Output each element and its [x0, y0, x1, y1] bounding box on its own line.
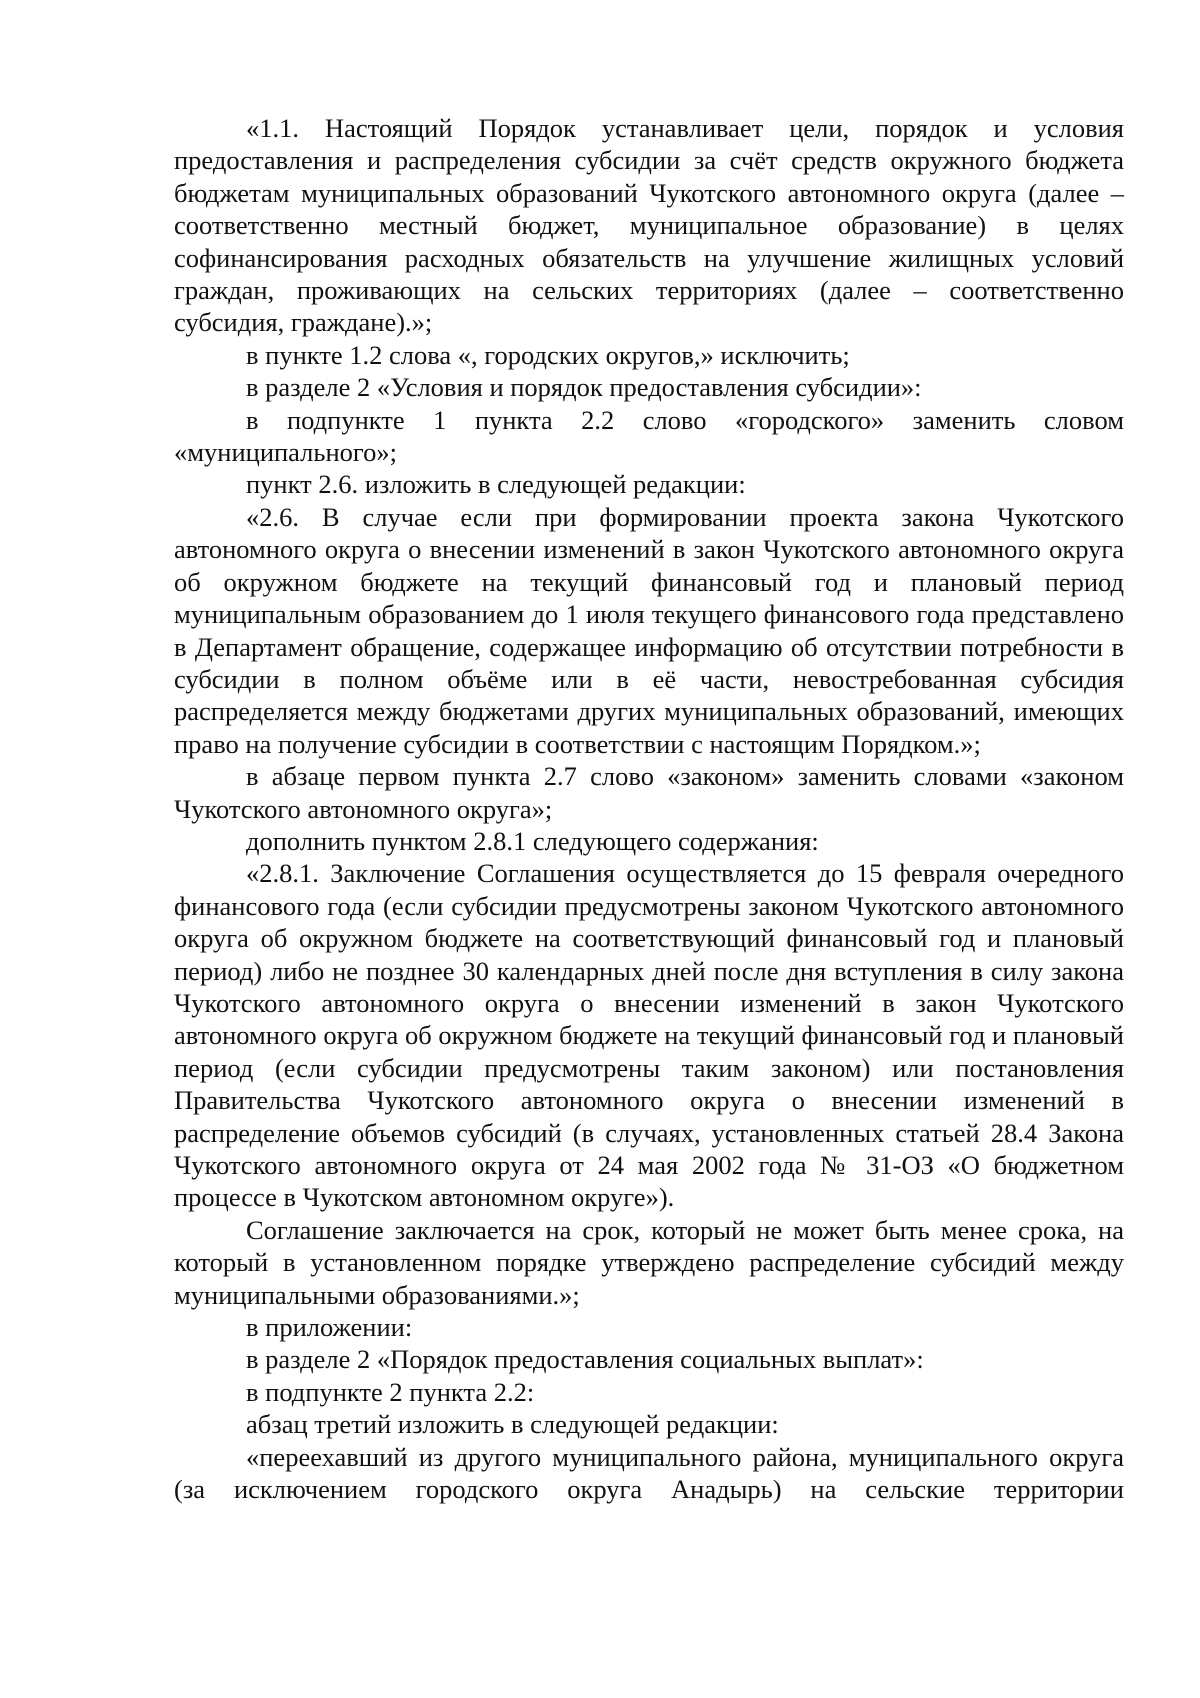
- paragraph-1-1: «1.1. Настоящий Порядок устанавливает цели, порядок и условия предоставления и распределения субсидии за счёт средств окружного бюджета бюджетам муниципальных образований Чукотского автономного округа (далее – соответственно местный бюджет, муниципальное образование) в целях софинансирования расходных обязательств на улучшение жилищных условий граждан, проживающих на сельских территориях (далее – соответственно субсидия, граждане).»;: [174, 113, 1124, 338]
- paragraph-section-2-header: в разделе 2 «Условия и порядок предоставления субсидии»:: [246, 372, 922, 403]
- paragraph-appendix: в приложении:: [246, 1312, 413, 1343]
- paragraph-item-2-7: в абзаце первом пункта 2.7 слово «законом» заменить словами «законом Чукотского автономного округа»;: [174, 761, 1124, 824]
- paragraph-appendix-section-2: в разделе 2 «Порядок предоставления социальных выплат»:: [246, 1344, 924, 1375]
- document-page: [174, 112, 1124, 1505]
- paragraph-item-2-6-intro: пункт 2.6. изложить в следующей редакции:: [246, 469, 746, 500]
- paragraph-appendix-subitem-2-2: в подпункте 2 пункта 2.2:: [246, 1376, 535, 1407]
- paragraph-agreement-term: Соглашение заключается на срок, который не может быть менее срока, на который в установленном порядке утверждено распределение субсидий между муниципальными образованиями.»;: [174, 1214, 1124, 1310]
- paragraph-2-8-1: «2.8.1. Заключение Соглашения осуществляется до 15 февраля очередного финансового года (если субсидии предусмотрены законом Чукотского автономного округа об окружном бюджете на соответствующий финансовый год и плановый период) либо не позднее 30 календарных дней после дня вступления в силу закона Чукотского автономного округа о внесении изменений в закон Чукотского автономного округа об окружном бюджете на текущий финансовый год и плановый период (если субсидии предусмотрены таким законом) или постановления Правительства Чукотского автономного округа о внесении изменений в распределение объемов субсидий (в случаях, установленных статьей 28.4 Закона Чукотского автономного округа от 24 мая 2002 года № 31-ОЗ «О бюджетном процессе в Чукотском автономном округе»).: [174, 858, 1124, 1213]
- paragraph-relocated-citizen: «переехавший из другого муниципального района, муниципального округа (за исключением городского округа Анадырь) на сельские территории: [174, 1441, 1124, 1505]
- paragraph-2-6: «2.6. В случае если при формировании проекта закона Чукотского автономного округа о внесении изменений в закон Чукотского автономного округа об окружном бюджете на текущий финансовый год и плановый период муниципальным образованием до 1 июля текущего финансового года представлено в Департамент обращение, содержащее информацию об отсутствии потребности в субсидии в полном объёме или в её части, невостребованная субсидия распределяется между бюджетами других муниципальных образований, имеющих право на получение субсидии в соответствии с настоящим Порядком.»;: [174, 501, 1124, 759]
- paragraph-subitem-2-2: в подпункте 1 пункта 2.2 слово «городского» заменить словом «муниципального»;: [174, 404, 1124, 468]
- paragraph-third-abzac: абзац третий изложить в следующей редакции:: [246, 1409, 779, 1440]
- paragraph-item-2-8-1-intro: дополнить пунктом 2.8.1 следующего содержания:: [246, 825, 819, 856]
- paragraph-item-1-2: в пункте 1.2 слова «, городских округов,» исключить;: [246, 339, 850, 370]
